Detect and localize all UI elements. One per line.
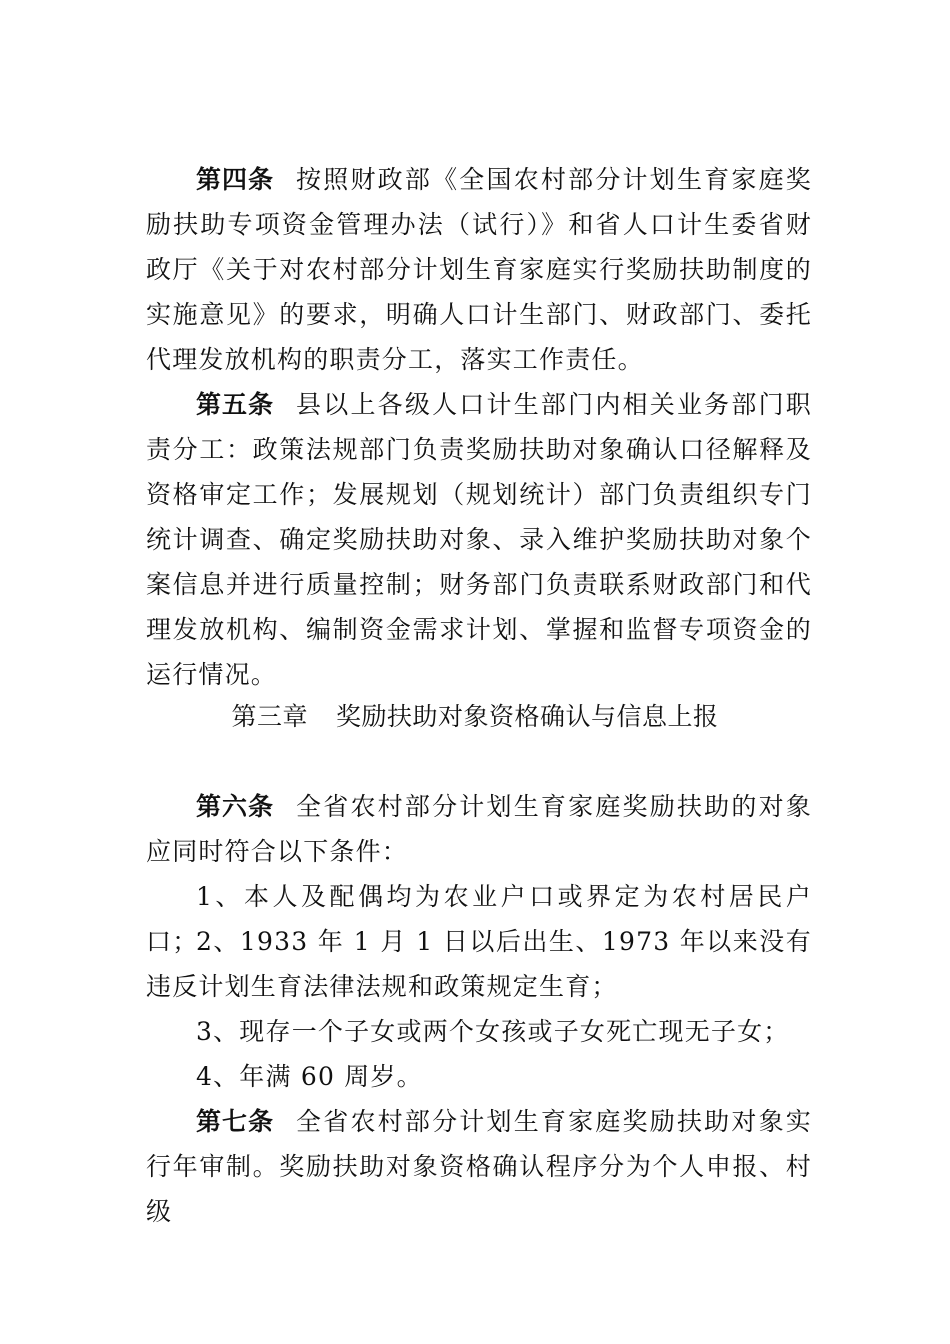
article-4-label: 第四条 xyxy=(196,165,275,194)
article-4-text: 按照财政部《全国农村部分计划生育家庭奖励扶助专项资金管理办法（试行）》和省人口计生委省财政厅《关于对农村部分计划生育家庭实行奖励扶助制度的实施意见》的要求，明确人口计生部门、财政部门、委托代理发放机构的职责分工，落实工作责任。 xyxy=(146,165,812,374)
article-7 xyxy=(146,1099,812,1234)
article-5-text: 县以上各级人口计生部门内相关业务部门职责分工：政策法规部门负责奖励扶助对象确认口径解释及资格审定工作；发展规划（规划统计）部门负责组织专门统计调查、确定奖励扶助对象、录入维护奖励扶助对象个案信息并进行质量控制；财务部门负责联系财政部门和代理发放机构、编制资金需求计划、掌握和监督专项资金的运行情况。 xyxy=(146,390,812,689)
article-6 xyxy=(146,784,812,874)
chapter-number: 第三章 xyxy=(231,702,308,731)
article-7-label: 第七条 xyxy=(196,1107,275,1136)
article-6-item-3: 3、现存一个子女或两个女孩或子女死亡现无子女； xyxy=(196,1017,790,1046)
article-5-label: 第五条 xyxy=(196,390,275,419)
article-6-item-2: 2、1933 年 1 月 1 日以后出生、1973 年以来没有违反计划生育法律法规和政策规定生育； xyxy=(146,927,812,1001)
chapter-heading xyxy=(0,697,950,737)
chapter-title: 奖励扶助对象资格确认与信息上报 xyxy=(336,702,719,731)
article-6-label: 第六条 xyxy=(196,792,275,821)
article-6-text: 全省农村部分计划生育家庭奖励扶助的对象应同时符合以下条件： xyxy=(146,792,812,866)
article-6-item-4: 4、年满 60 周岁。 xyxy=(196,1062,423,1091)
article-5 xyxy=(146,382,812,697)
article-7-text: 全省农村部分计划生育家庭奖励扶助对象实行年审制。奖励扶助对象资格确认程序分为个人申报、村级 xyxy=(146,1107,812,1226)
article-4 xyxy=(146,157,812,382)
article-6-item-1: 1、本人及配偶均为农业户口或界定为农村居民户口； xyxy=(146,882,812,956)
